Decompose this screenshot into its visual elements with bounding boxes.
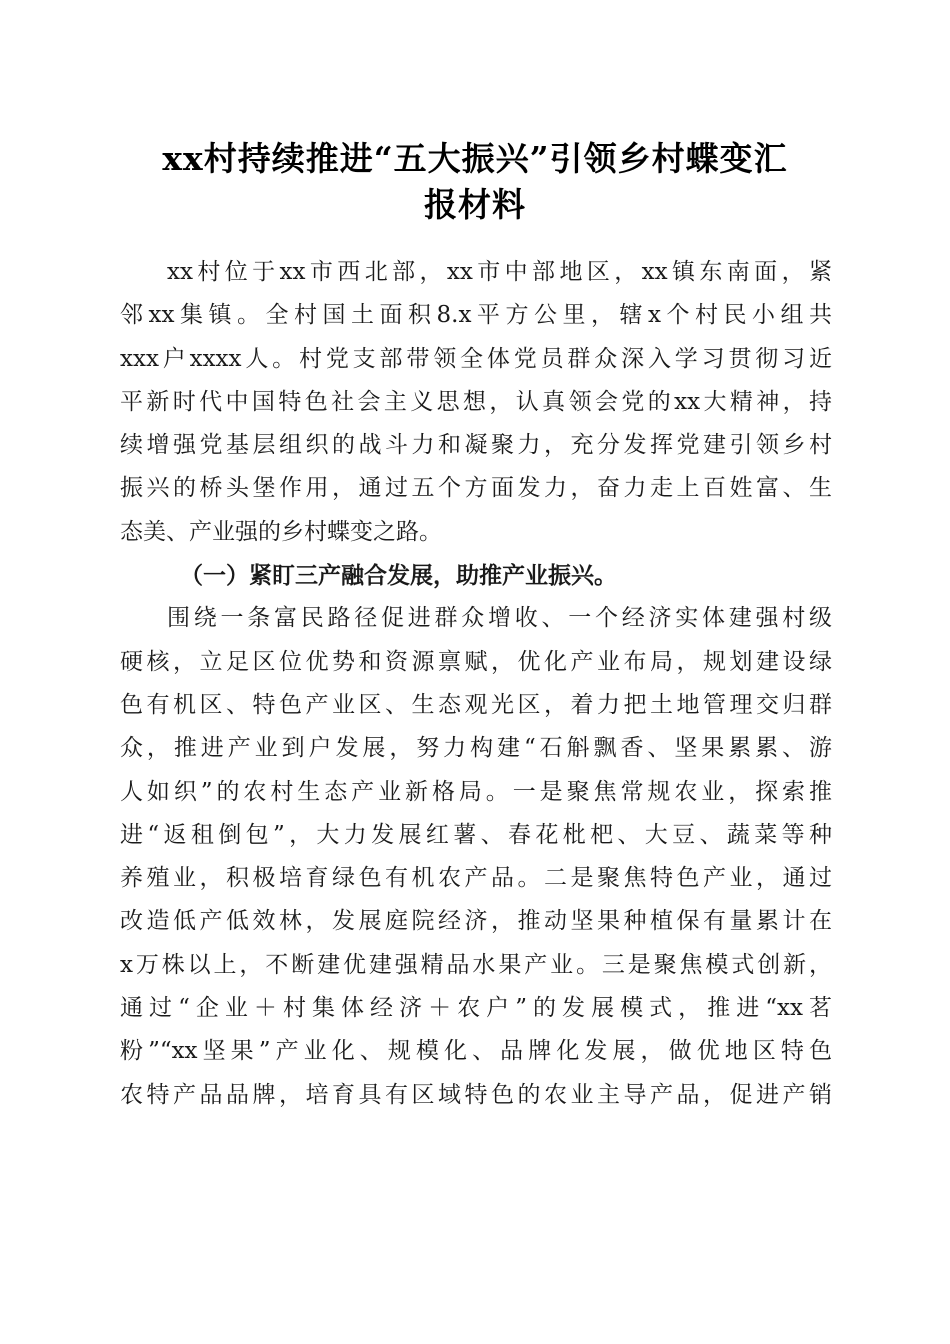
paragraph-line: 进“返租倒包”，大力发展红薯、春花枇杷、大豆、蔬菜等种 xyxy=(120,821,832,848)
section-heading: （一）紧盯三产融合发展，助推产业振兴。 xyxy=(180,562,617,590)
paragraph-line: 平新时代中国特色社会主义思想，认真领会党的xx大精神，持 xyxy=(120,388,832,415)
paragraph-line: 振兴的桥头堡作用，通过五个方面发力，奋力走上百姓富、生 xyxy=(120,475,832,502)
paragraph-line: 态美、产业强的乡村蝶变之路。 xyxy=(120,518,442,545)
document-title xyxy=(110,136,840,228)
paragraph-line: 色有机区、特色产业区、生态观光区，着力把土地管理交归群 xyxy=(120,691,832,718)
title-line: xx村持续推进“五大振兴”引领乡村蝶变汇 xyxy=(162,139,788,178)
paragraph-line: x万株以上，不断建优建强精品水果产业。三是聚焦模式创新， xyxy=(120,951,832,978)
paragraph-line: 邻xx集镇。全村国土面积8.x平方公里，辖x个村民小组共 xyxy=(120,302,832,329)
paragraph-line: 人如织”的农村生态产业新格局。一是聚焦常规农业，探索推 xyxy=(120,778,832,805)
industry-paragraph xyxy=(120,597,832,1117)
document-body xyxy=(120,251,832,1117)
paragraph-line: 粉”“xx坚果”产业化、规模化、品牌化发展，做优地区特色 xyxy=(120,1038,832,1065)
paragraph-line: 续增强党基层组织的战斗力和凝聚力，充分发挥党建引领乡村 xyxy=(120,432,832,459)
paragraph-line: 养殖业，积极培育绿色有机农产品。二是聚焦特色产业，通过 xyxy=(120,865,832,892)
paragraph-line: xx村位于xx市西北部，xx市中部地区，xx镇东南面，紧 xyxy=(167,259,832,285)
intro-paragraph xyxy=(120,251,832,554)
title-line: 报材料 xyxy=(424,185,526,224)
paragraph-line: 硬核，立足区位优势和资源禀赋，优化产业布局，规划建设绿 xyxy=(120,648,832,675)
paragraph-line: 通过“企业＋村集体经济＋农户”的发展模式，推进“xx茗 xyxy=(120,995,832,1022)
paragraph-line: 农特产品品牌，培育具有区域特色的农业主导产品，促进产销 xyxy=(120,1081,832,1108)
paragraph-line: 改造低产低效林，发展庭院经济，推动坚果种植保有量累计在 xyxy=(120,908,832,935)
paragraph-line: xxx户xxxx人。村党支部带领全体党员群众深入学习贯彻习近 xyxy=(120,345,832,372)
paragraph-line: 众，推进产业到户发展，努力构建“石斛飘香、坚果累累、游 xyxy=(120,735,832,762)
paragraph-line: 围绕一条富民路径促进群众增收、一个经济实体建强村级 xyxy=(167,605,832,632)
